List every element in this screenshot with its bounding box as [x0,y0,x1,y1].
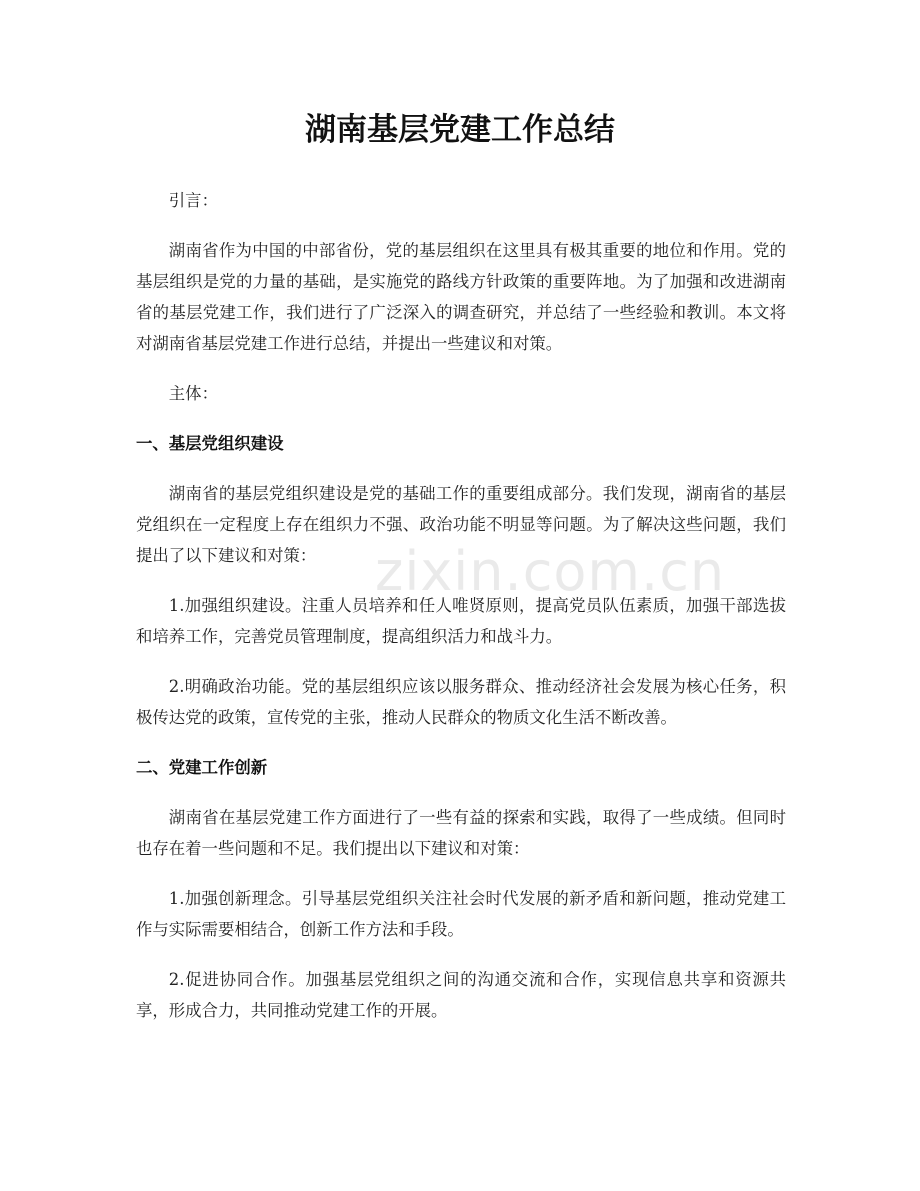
body-label: 主体： [168,384,218,403]
section-2-item-1: 1.加强创新理念。引导基层党组织关注社会时代发展的新矛盾和新问题，推动党建工作与实际需要相结合，创新工作方法和手段。 [136,889,786,939]
watermark: zixin.com.cn [375,540,726,603]
section-1-item-2: 2.明确政治功能。党的基层组织应该以服务群众、推动经济社会发展为核心任务，积极传达党的政策，宣传党的主张，推动人民群众的物质文化生活不断改善。 [136,677,786,727]
section-heading-2: 二、党建工作创新 [136,758,268,777]
section-2-paragraph: 湖南省在基层党建工作方面进行了一些有益的探索和实践，取得了一些成绩。但同时也存在着一些问题和不足。我们提出以下建议和对策： [136,808,786,858]
document-body [136,185,786,1026]
section-1-paragraph: 湖南省的基层党组织建设是党的基础工作的重要组成部分。我们发现，湖南省的基层党组织在一定程度上存在组织力不强、政治功能不明显等问题。为了解决这些问题，我们提出了以下建议和对策： [136,484,786,565]
section-2-item-2: 2.促进协同合作。加强基层党组织之间的沟通交流和合作，实现信息共享和资源共享，形成合力，共同推动党建工作的开展。 [136,970,786,1020]
document-title: 湖南基层党建工作总结 [305,112,615,148]
section-1-item-1: 1.加强组织建设。注重人员培养和任人唯贤原则，提高党员队伍素质，加强干部选拔和培养工作，完善党员管理制度，提高组织活力和战斗力。 [136,596,786,646]
intro-paragraph: 湖南省作为中国的中部省份，党的基层组织在这里具有极其重要的地位和作用。党的基层组织是党的力量的基础，是实施党的路线方针政策的重要阵地。为了加强和改进湖南省的基层党建工作，我们进行了广泛深入的调查研究，并总结了一些经验和教训。本文将对湖南省基层党建工作进行总结，并提出一些建议和对策。 [136,241,786,353]
intro-label: 引言： [168,191,218,210]
section-heading-1: 一、基层党组织建设 [136,434,284,453]
